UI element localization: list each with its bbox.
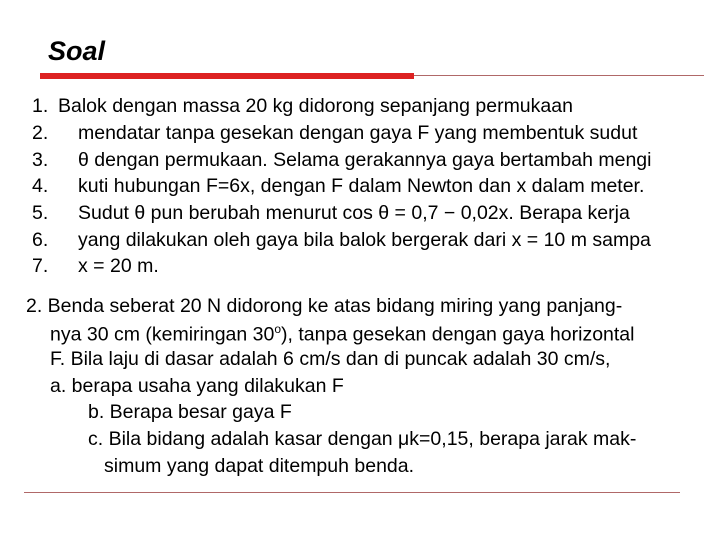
problem1-line-3 [32,149,652,171]
title-underline-rule [414,75,704,76]
line-text-post: ), tanpa gesekan dengan gaya horizontal [281,323,635,346]
problem2-line-4: a. berapa usaha yang dilakukan F [50,375,344,397]
title-underline-accent [40,73,414,79]
problem1-line-4 [32,175,645,197]
line-text: Sudut θ pun berubah menurut cos θ = 0,7 − 0,02x. Berapa kerja [78,202,630,224]
degree-superscript: o [274,322,282,336]
line-text: mendatar tanpa gesekan dengan gaya F yang membentuk sudut [78,122,638,144]
line-number: 3. [32,149,49,171]
footer-rule [24,492,680,493]
problem2-line-2 [50,323,634,345]
line-number: 5. [32,202,49,224]
line-number: 7. [32,255,49,277]
problem1-line-2 [32,122,638,144]
problem2-line-6: c. Bila bidang adalah kasar dengan μk=0,15, berapa jarak mak- [88,428,637,450]
problem2-line-3: F. Bila laju di dasar adalah 6 cm/s dan di puncak adalah 30 cm/s, [50,348,611,370]
line-text: θ dengan permukaan. Selama gerakannya gaya bertambah mengi [78,149,652,171]
line-number: 2. [32,122,49,144]
problem1-line-7 [32,255,159,277]
line-text-pre: nya 30 cm (kemiringan 30 [50,323,275,346]
line-number: 4. [32,175,49,197]
line-number: 6. [32,229,49,251]
problem2-line-7: simum yang dapat ditempuh benda. [104,455,415,477]
problem2-line-1: 2. Benda seberat 20 N didorong ke atas bidang miring yang panjang- [26,295,623,317]
line-text: Balok dengan massa 20 kg didorong sepanjang permukaan [58,95,573,117]
problem1-line-6 [32,229,651,251]
problem1-line-1 [32,95,573,117]
problem1-line-5 [32,202,630,224]
problem2-line-5: b. Berapa besar gaya F [88,401,292,423]
slide-title: Soal [48,36,106,66]
line-text: yang dilakukan oleh gaya bila balok bergerak dari x = 10 m sampa [78,229,651,251]
line-text: x = 20 m. [78,255,159,277]
line-text: kuti hubungan F=6x, dengan F dalam Newton dan x dalam meter. [78,175,645,197]
line-number: 1. [32,95,49,117]
